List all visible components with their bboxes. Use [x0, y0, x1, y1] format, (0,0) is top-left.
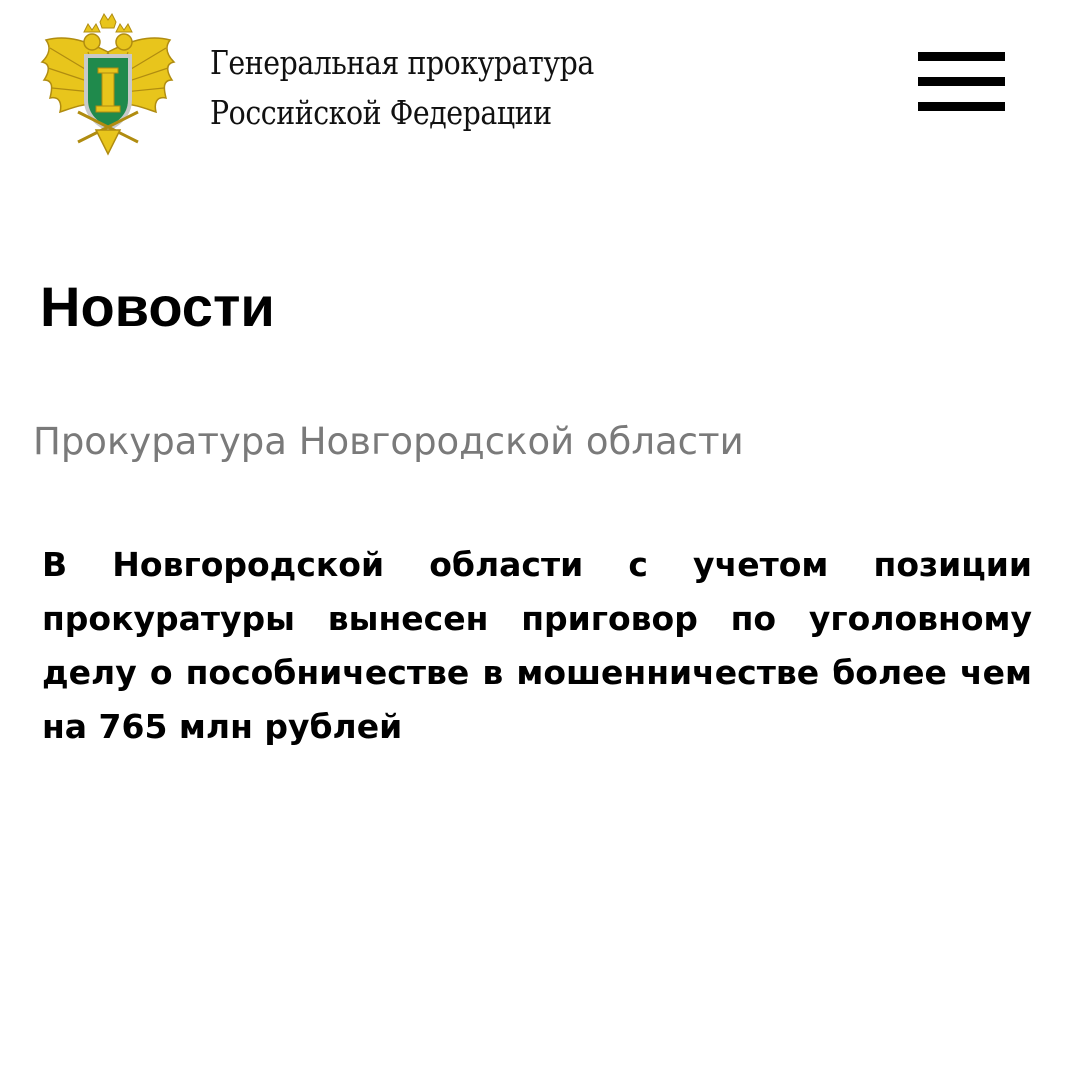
org-name[interactable] [210, 38, 594, 138]
prosecutor-emblem-icon[interactable] [38, 12, 178, 157]
region-label: Прокуратура Новгородской области [33, 420, 744, 463]
news-headline[interactable]: В Новгородской области с учетом позиции прокуратуры вынесен приговор по уголовному делу о пособничестве в мошенничестве более чем на 765 млн рублей [42, 545, 1032, 746]
menu-bar [918, 102, 1005, 111]
hamburger-menu-icon[interactable] [916, 50, 1006, 118]
page-title: Новости [40, 275, 275, 338]
org-name-line1: Генеральная прокуратура [210, 43, 594, 82]
menu-bar [918, 52, 1005, 61]
site-header [0, 0, 1080, 170]
org-name-line2: Российской Федерации [210, 93, 552, 132]
menu-bar [918, 77, 1005, 86]
